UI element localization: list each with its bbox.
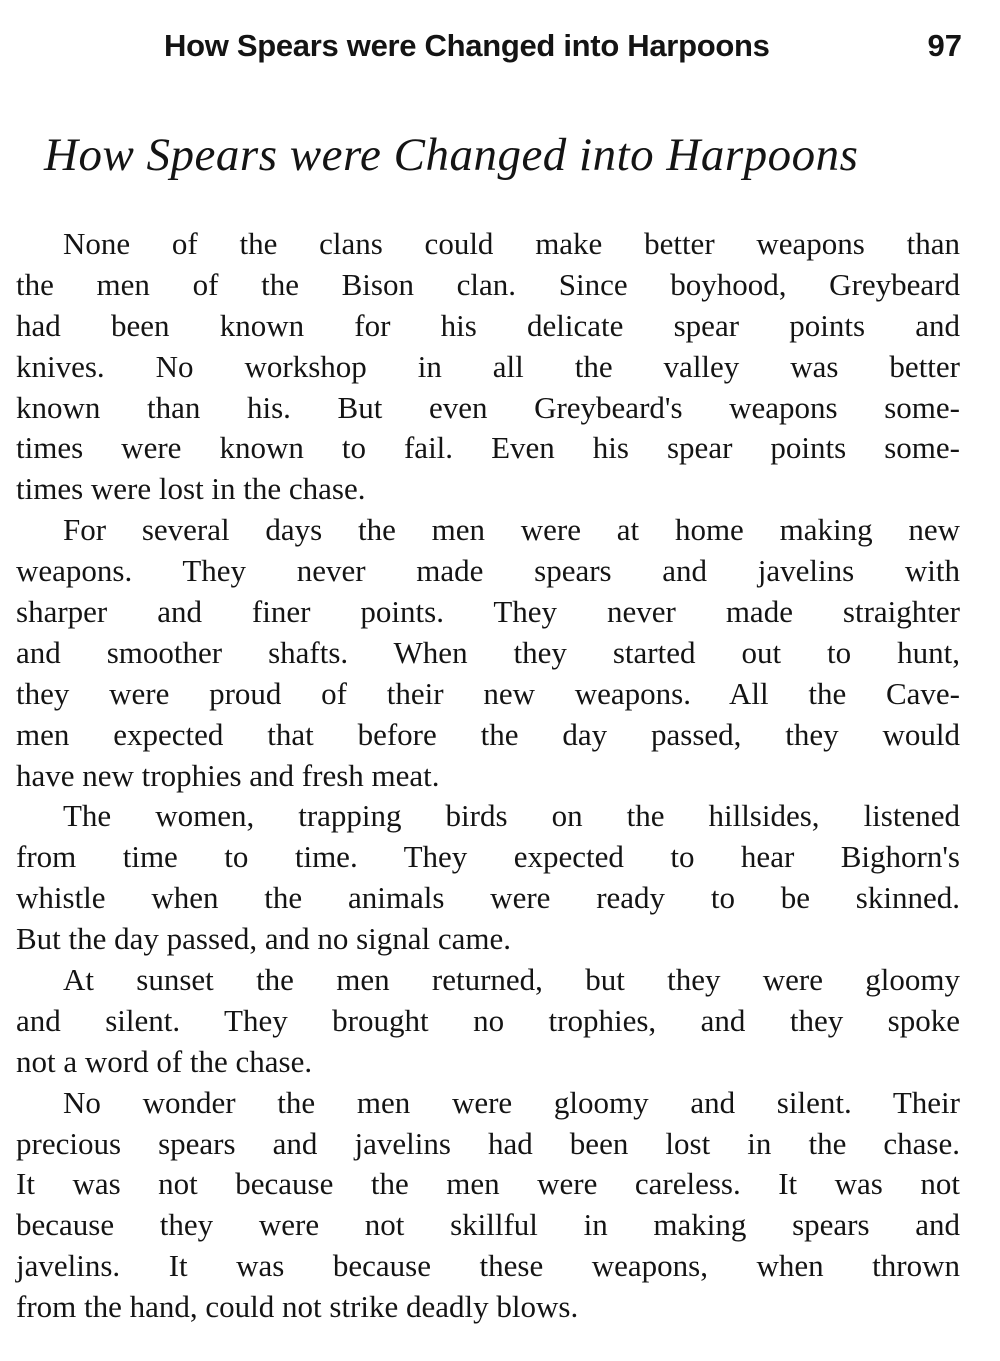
chapter-title: How Spears were Changed into Harpoons <box>44 129 859 181</box>
text-line: men expected that before the day passed, they would <box>16 716 960 752</box>
text-line: times were lost in the chase. <box>16 471 366 507</box>
text-line: because they were not skillful in making spears and <box>16 1207 960 1243</box>
paragraph <box>16 224 960 510</box>
text-line: But the day passed, and no signal came. <box>16 921 512 957</box>
body-text <box>16 224 960 1328</box>
text-line: weapons. They never made spears and javelins with <box>16 553 960 589</box>
text-line: times were known to fail. Even his spear points some- <box>16 430 960 466</box>
paragraph <box>16 510 960 796</box>
text-line: precious spears and javelins had been lost in the chase. <box>16 1125 960 1161</box>
page-number: 97 <box>927 28 962 63</box>
text-line: whistle when the animals were ready to be skinned. <box>16 880 960 916</box>
paragraph <box>16 1083 960 1328</box>
text-line: the men of the Bison clan. Since boyhood, Greybeard <box>16 266 960 302</box>
text-line: knives. No workshop in all the valley was better <box>16 348 960 384</box>
text-line: known than his. But even Greybeard's weapons some- <box>16 389 960 425</box>
running-header <box>0 22 1000 78</box>
text-line: had been known for his delicate spear points and <box>16 307 960 343</box>
text-line: For several days the men were at home making new <box>63 512 960 548</box>
text-line: The women, trapping birds on the hillsides, listened <box>63 798 960 834</box>
text-line: It was not because the men were careless. It was not <box>16 1166 960 1202</box>
text-line: sharper and finer points. They never made straighter <box>16 594 960 630</box>
text-line: have new trophies and fresh meat. <box>16 757 440 793</box>
paragraph <box>16 960 960 1083</box>
text-line: and silent. They brought no trophies, and they spoke <box>16 1002 960 1038</box>
text-line: None of the clans could make better weapons than <box>63 226 960 261</box>
text-line: they were proud of their new weapons. All the Cave- <box>16 675 960 711</box>
text-line: not a word of the chase. <box>16 1043 313 1079</box>
text-line: javelins. It was because these weapons, when thrown <box>16 1248 960 1284</box>
running-title: How Spears were Changed into Harpoons <box>164 28 770 63</box>
text-line: At sunset the men returned, but they were gloomy <box>63 962 960 998</box>
text-line: and smoother shafts. When they started out to hunt, <box>16 634 960 670</box>
paragraph <box>16 796 960 960</box>
text-line: from time to time. They expected to hear Bighorn's <box>16 839 960 875</box>
text-line: from the hand, could not strike deadly blows. <box>16 1289 579 1325</box>
text-line: No wonder the men were gloomy and silent. Their <box>63 1084 960 1120</box>
